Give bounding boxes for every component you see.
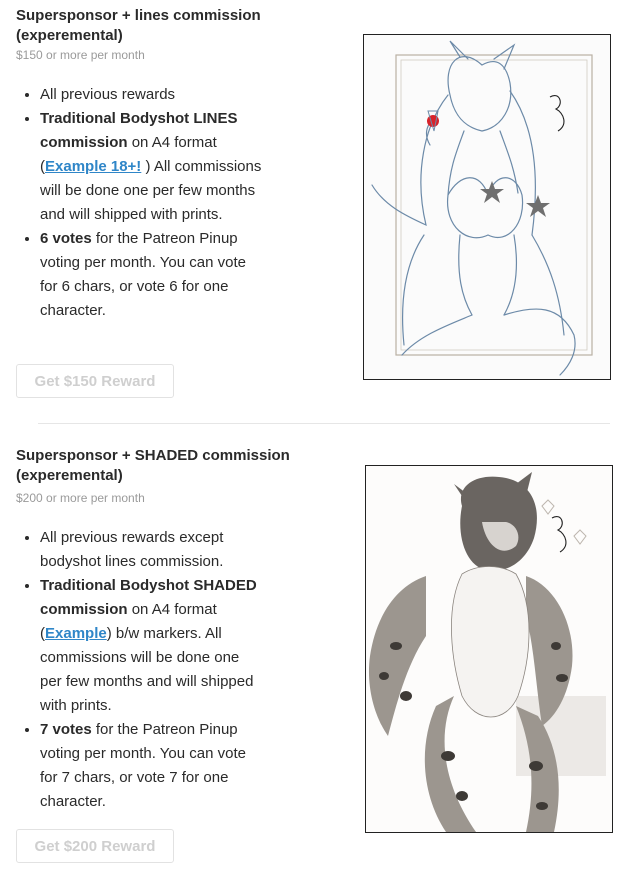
reward-text: All previous rewards except bodyshot lines commission. bbox=[40, 529, 224, 570]
reward-text: All previous rewards bbox=[40, 86, 176, 103]
shaded-commission-image bbox=[365, 465, 613, 833]
list-item bbox=[40, 227, 262, 323]
list-item bbox=[40, 526, 262, 574]
reward-list bbox=[16, 83, 262, 323]
reward-tier-150 bbox=[0, 0, 641, 424]
reward-list bbox=[16, 526, 262, 814]
reward-bold: 6 votes bbox=[40, 230, 92, 247]
example-link[interactable]: Example bbox=[45, 625, 107, 642]
reward-bold: Traditional Bodyshot LINES commission bbox=[40, 110, 238, 151]
reward-bold: 7 votes bbox=[40, 721, 92, 738]
reward-text: on A4 format ( bbox=[40, 601, 217, 642]
reward-tier-200 bbox=[0, 440, 641, 874]
list-item bbox=[40, 83, 262, 107]
tier-divider bbox=[38, 423, 610, 424]
list-item bbox=[40, 107, 262, 227]
list-item bbox=[40, 574, 262, 718]
reward-bold: Traditional Bodyshot SHADED commission bbox=[40, 577, 257, 618]
example-link[interactable]: Example 18+! bbox=[45, 158, 142, 175]
reward-text: for the Patreon Pinup voting per month. You can vote for 6 chars, or vote 6 for one character. bbox=[40, 230, 246, 319]
tier-price: $150 or more per month bbox=[16, 48, 145, 62]
tier-title: Supersponsor + lines commission (experemental) bbox=[16, 7, 261, 44]
get-reward-button[interactable]: Get $200 Reward bbox=[16, 829, 174, 863]
tier-title: Supersponsor + SHADED commission (experemental) bbox=[16, 447, 290, 484]
list-item bbox=[40, 718, 262, 814]
reward-text: for the Patreon Pinup voting per month. You can vote for 7 chars, or vote 7 for one character. bbox=[40, 721, 246, 810]
tier-price: $200 or more per month bbox=[16, 491, 145, 505]
reward-text: ) b/w markers. All commissions will be done one per few months and will shipped with prints. bbox=[40, 625, 254, 714]
reward-text: ) All commissions will be done one per few months and will shipped with prints. bbox=[40, 158, 262, 223]
sketch-illustration bbox=[364, 35, 610, 379]
shaded-illustration bbox=[366, 466, 612, 832]
reward-text: on A4 format ( bbox=[40, 134, 217, 175]
get-reward-button[interactable]: Get $150 Reward bbox=[16, 364, 174, 398]
lines-commission-image bbox=[363, 34, 611, 380]
